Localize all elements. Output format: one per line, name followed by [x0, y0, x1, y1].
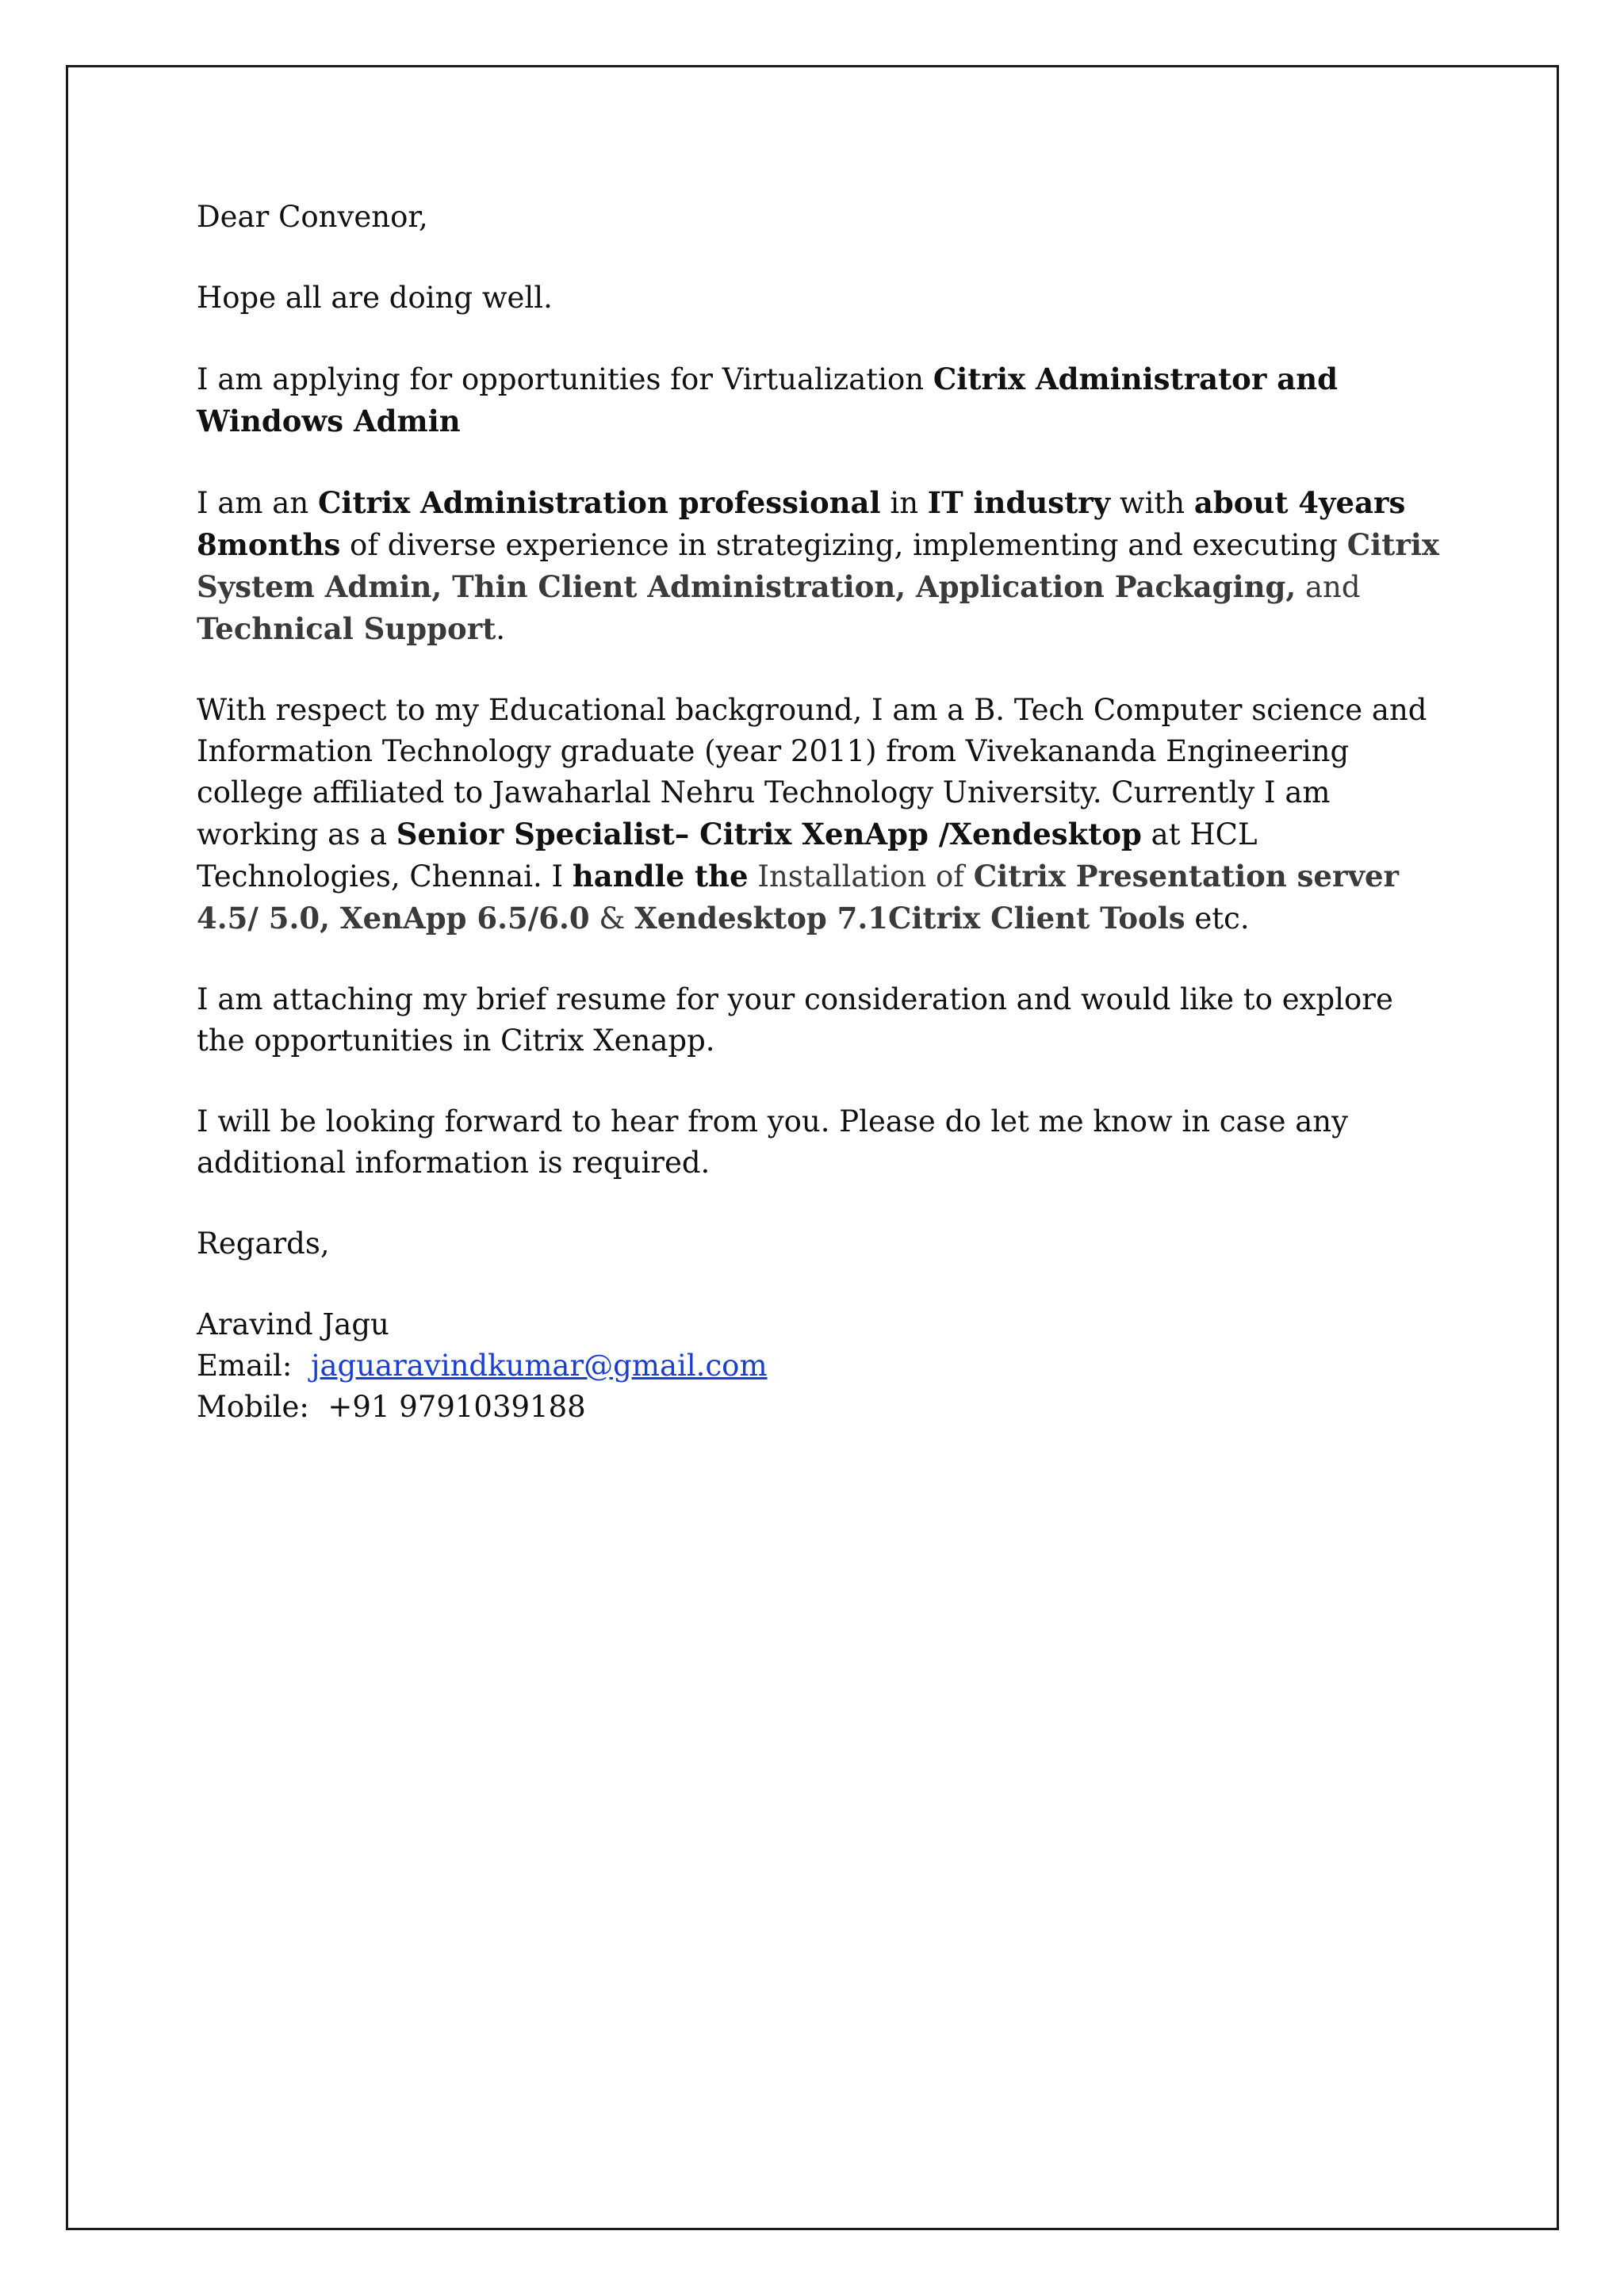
- skills-emphasis: Citrix System Admin, Thin Client Administration, Application Packaging,: [197, 527, 1439, 604]
- closing: Regards,: [197, 1226, 330, 1261]
- xendesktop-emphasis: Xendesktop 7.1Citrix Client Tools: [634, 901, 1185, 936]
- greeting: Hope all are doing well.: [197, 281, 553, 315]
- support-emphasis: Technical Support: [197, 611, 496, 646]
- cover-letter-body: [197, 197, 1442, 1428]
- signature-name: Aravind Jagu: [197, 1307, 389, 1341]
- profession-emphasis: Citrix Administration professional: [317, 485, 881, 520]
- current-role-emphasis: Senior Specialist– Citrix XenApp /Xendesktop: [396, 817, 1142, 851]
- signature-mobile-line: [197, 1387, 1442, 1428]
- application-paragraph: [197, 358, 1442, 442]
- handle-emphasis: handle the: [572, 859, 749, 894]
- mobile-label: Mobile:: [197, 1390, 309, 1424]
- resume-paragraph: I am attaching my brief resume for your consideration and would like to explore the opportunities in Citrix Xenapp.: [197, 982, 1393, 1058]
- mobile-number: +91 9791039188: [327, 1390, 586, 1424]
- experience-duration: about 4years 8months: [197, 485, 1406, 562]
- citrix-products-emphasis: Citrix Presentation server 4.5/ 5.0, XenApp 6.5/6.0: [197, 859, 1400, 936]
- salutation: Dear Convenor,: [197, 200, 428, 234]
- email-link[interactable]: jaguaravindkumar@gmail.com: [311, 1349, 768, 1383]
- education-paragraph: With respect to my Educational background, I am a B. Tech Computer science and Information Technology graduate (year 2011) from Vivekananda Engineering college affiliated to Jawaharlal Nehru Technology University. Currently I am working as a Senior Specialist– Citrix XenApp /Xendesktop at HCL Technologies, Chennai. I handle the Installation of Citrix Presentation server 4.5/ 5.0, XenApp 6.5/6.0 & Xendesktop 7.1Citrix Client Tools etc.: [197, 693, 1427, 936]
- closing-paragraph: I will be looking forward to hear from you. Please do let me know in case any additional information is required.: [197, 1104, 1349, 1180]
- email-label: Email:: [197, 1349, 293, 1383]
- experience-paragraph: I am an Citrix Administration professional in IT industry with about 4years 8months of diverse experience in strategizing, implementing and executing Citrix System Admin, Thin Client Administration, Application Packaging, and Technical Support.: [197, 485, 1439, 646]
- application-text: I am applying for opportunities for Virtualization: [197, 362, 933, 396]
- industry-emphasis: IT industry: [927, 485, 1111, 520]
- role-emphasis: Citrix Administrator and Windows Admin: [197, 362, 1338, 438]
- signature-email-line: [197, 1345, 1442, 1387]
